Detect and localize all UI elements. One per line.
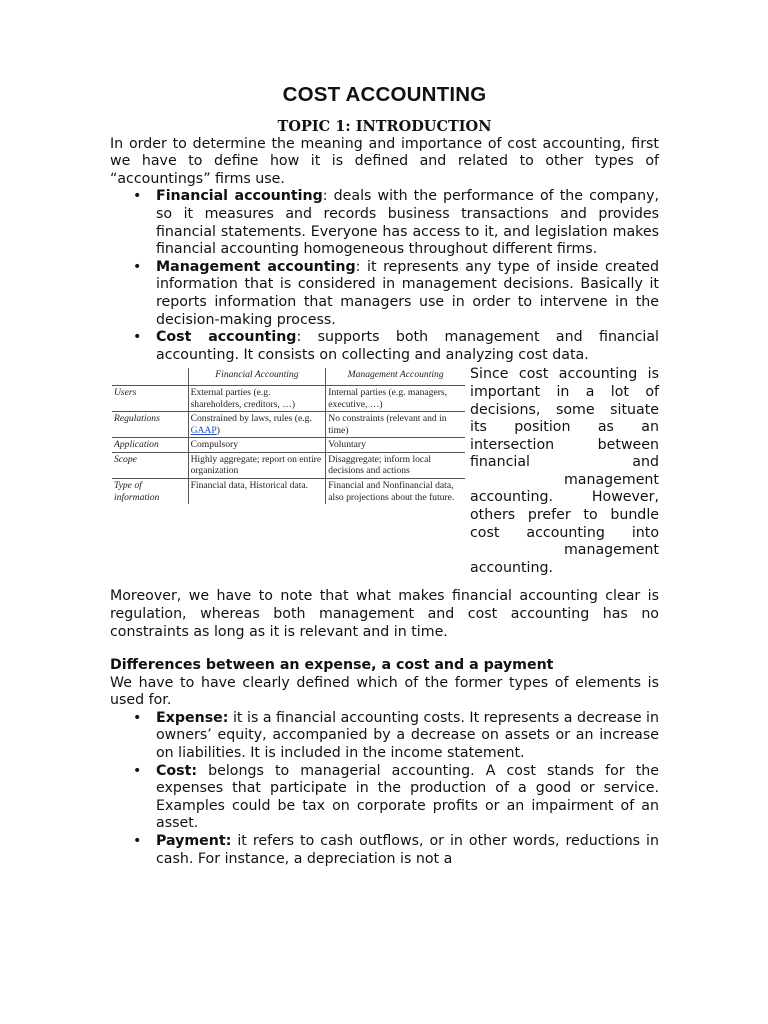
comparison-table [112,368,465,504]
definition: it refers to cash outflows, or in other words, reductions in cash. For instance, a depreciation is not a [156,833,659,867]
term: Payment: [156,833,232,850]
side-line: accounting. However, [470,489,659,506]
side-line: Since cost accounting is [470,366,659,383]
term: Cost: [156,762,198,779]
definition: : deals with the performance of the company, so it measures and records business transactions and provides financial statements. Everyone has access to it, and legislation makes financial accounting homogeneous throughout different firms. [156,188,659,258]
side-line: cost accounting into [470,524,659,541]
row-label: Type of information [112,479,188,505]
differences-intro: We have to have clearly defined which of the former types of elements is used for. [110,674,659,709]
management-cell: No constraints (relevant and in time) [326,412,465,438]
table-row [112,438,465,453]
table-row [112,385,465,411]
list-item-expense [156,710,659,763]
moreover-paragraph: Moreover, we have to note that what makes financial accounting clear is regulation, whereas both management and cost accounting has no constraints as long as it is relevant and in time. [110,588,659,640]
side-line: its position as an [470,419,659,436]
management-cell: Financial and Nonfinancial data, also projections about the future. [326,479,465,505]
financial-cell: Compulsory [188,438,326,453]
side-paragraph [470,366,659,577]
list-item-cost-def [156,763,659,833]
table-row [112,479,465,505]
side-line: decisions, some situate [470,401,659,418]
table-header-financial: Financial Accounting [188,368,326,385]
management-cell: Internal parties (e.g. managers, executive, …) [326,385,465,411]
financial-cell: Highly aggregate; report on entire organization [188,452,326,478]
accounting-types-list [110,188,659,364]
financial-cell: External parties (e.g. shareholders, creditors, …) [188,385,326,411]
list-item-cost [156,329,659,364]
side-line: others prefer to bundle [470,507,659,524]
table-header-empty [112,368,188,385]
side-line: financial and [470,454,659,471]
management-cell: Disaggregate; inform local decisions and actions [326,452,465,478]
side-line: important in a lot of [470,383,659,400]
row-label: Users [112,385,188,411]
definition: belongs to managerial accounting. A cost stands for the expenses that participate in the production of a good or service. Examples could be tax on corporate profits or an impairment of an asset. [156,762,659,832]
financial-cell: Financial data, Historical data. [188,479,326,505]
management-cell: Voluntary [326,438,465,453]
definitions-list [110,710,659,868]
table-row [112,452,465,478]
term: Management accounting [156,258,356,275]
row-label: Regulations [112,412,188,438]
list-item-payment [156,833,659,868]
financial-cell [188,412,326,438]
list-item-management [156,259,659,329]
list-item-financial [156,188,659,258]
side-line: management [563,542,659,559]
term: Expense: [156,709,229,726]
cell-text: ) [216,424,220,436]
differences-heading: Differences between an expense, a cost and a payment [110,657,554,674]
table-header-management: Management Accounting [347,369,444,381]
definition: it is a financial accounting costs. It represents a decrease in owners’ equity, accompanied by a decrease on assets or an increase on liabilities. It is included in the income statement. [156,709,659,762]
gaap-link[interactable]: GAAP [190,424,217,436]
definition: : it represents any type of inside created information that is considered in management decisions. Basically it reports information that managers use in order to intervene in the decision-making process. [156,258,659,328]
row-label: Application [112,438,188,453]
intro-paragraph: In order to determine the meaning and importance of cost accounting, first we have to define how it is defined and related to other types of “accountings” firms use. [110,135,659,187]
topic-heading: TOPIC 1: INTRODUCTION [277,117,492,135]
page-title: COST ACCOUNTING [282,83,487,106]
term: Cost accounting [156,329,297,346]
table-and-side-text [110,366,659,576]
definition: : supports both management and financial accounting. It consists on collecting and analyzing cost data. [156,329,659,363]
side-line: accounting. [470,559,553,576]
side-line: intersection between [470,436,659,453]
side-line: management [563,471,659,488]
table-row [112,412,465,438]
term: Financial accounting [156,188,323,205]
cell-text: Constrained by laws, rules (e.g. [190,413,312,425]
row-label: Scope [112,452,188,478]
document-content [110,83,659,868]
